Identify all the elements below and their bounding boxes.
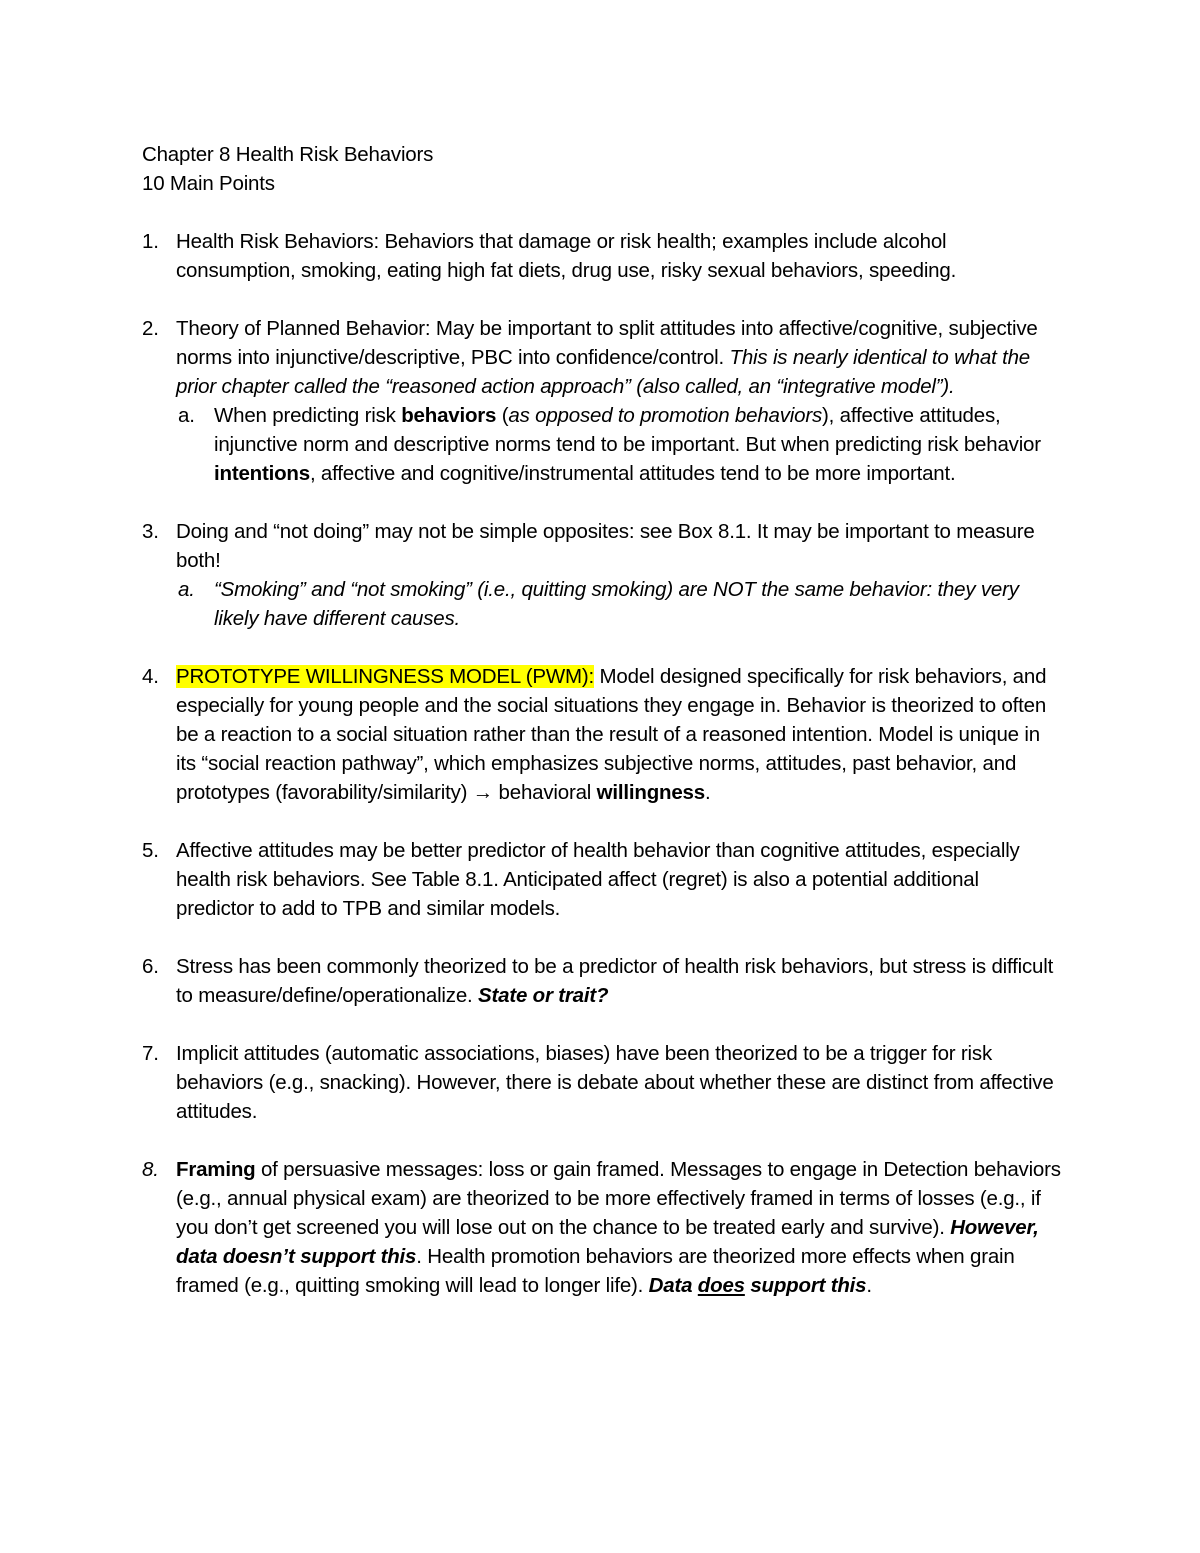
item-text: Implicit attitudes (automatic associations, biases) have been theorized to be a trigger for risk behaviors (e.g., snacking). However, there is debate about whether these are distinct from affective attitudes. <box>176 1042 1054 1123</box>
item-text: Model designed specifically for risk behaviors, and especially for young people and the social situations they engage in. Behavior is theorized to often be a reaction to a social situation rather than the result of a reasoned intention. Model is unique in its “social reaction pathway”, which emphasizes subjective norms, attitudes, past behavior, and prototypes (favorability/similarity) → behavioral <box>176 665 1047 804</box>
item-number: 2. <box>142 317 159 340</box>
sub-item-letter: a. <box>178 404 195 427</box>
sub-text: ), affective attitudes, injunctive norm and descriptive norms tend to be important. But when predicting risk behavior <box>214 404 1041 456</box>
item-text: Stress has been commonly theorized to be a predictor of health risk behaviors, but stress is difficult to measure/define/operationalize. <box>176 955 1054 1007</box>
highlighted-term: PROTOTYPE WILLINGNESS MODEL (PWM): <box>176 665 595 688</box>
sub-text: , affective and cognitive/instrumental attitudes tend to be more important. <box>309 462 956 485</box>
item-number: 4. <box>142 665 159 688</box>
item-text: Doing and “not doing” may not be simple opposites: see Box 8.1. It may be important to measure both! <box>176 520 1035 572</box>
bold-term: Framing <box>176 1158 256 1181</box>
item-number: 5. <box>142 839 159 862</box>
item-text: of persuasive messages: loss or gain framed. Messages to engage in Detection behaviors (e.g., annual physical exam) are theorized to be more effectively framed in terms of losses (e.g., if you don’t get screened you will lose out on the chance to be treated early and survive). <box>176 1158 1061 1239</box>
item-number: 1. <box>142 230 159 253</box>
page-title: Chapter 8 Health Risk Behaviors <box>142 143 434 166</box>
list-item-7 <box>142 1039 1062 1126</box>
sub-text: When predicting risk <box>214 404 402 427</box>
document-body <box>142 140 1062 1300</box>
item-number: 3. <box>142 520 159 543</box>
italic-term: as opposed to promotion behaviors <box>508 404 823 427</box>
bold-term: intentions <box>214 462 310 485</box>
bold-italic-note: support this <box>744 1274 867 1297</box>
sub-text: “Smoking” and “not smoking” (i.e., quitting smoking) are NOT the same behavior: they very likely have different causes. <box>214 578 1019 630</box>
list-item-5 <box>142 836 1062 923</box>
sub-item-2a <box>142 401 1062 488</box>
item-number: 6. <box>142 955 159 978</box>
item-number: 7. <box>142 1042 159 1065</box>
bold-italic-question: State or trait? <box>478 984 609 1007</box>
item-text: . <box>866 1274 872 1297</box>
item-text: Theory of Planned Behavior: May be important to split attitudes into affective/cognitive, subjective norms into injunctive/descriptive, PBC into confidence/control. <box>176 317 1038 369</box>
item-text: . <box>704 781 711 804</box>
bold-italic-note: Data <box>648 1274 698 1297</box>
list-item-8 <box>142 1155 1062 1300</box>
item-text: Affective attitudes may be better predictor of health behavior than cognitive attitudes, especially health risk behaviors. See Table 8.1. Anticipated affect (regret) is also a potential additional predictor to add to TPB and similar models. <box>176 839 1020 920</box>
bold-term: behaviors <box>401 404 497 427</box>
item-number: 8. <box>142 1158 159 1181</box>
sub-item-3a <box>142 575 1062 633</box>
sub-text: ( <box>496 404 509 427</box>
list-item-1 <box>142 227 1062 285</box>
item-italic-note: This is nearly identical to what the prior chapter called the “reasoned action approach” (also called, an “integrative model”). <box>176 346 1030 398</box>
item-text: Health Risk Behaviors: Behaviors that damage or risk health; examples include alcohol consumption, smoking, eating high fat diets, drug use, risky sexual behaviors, speeding. <box>176 230 957 282</box>
list-item-3 <box>142 517 1062 575</box>
bold-italic-note: However, data doesn’t support this <box>176 1216 1039 1268</box>
underlined-term: does <box>697 1274 745 1297</box>
sub-item-letter: a. <box>178 578 195 601</box>
page-subtitle: 10 Main Points <box>142 172 275 195</box>
list-item-6 <box>142 952 1062 1010</box>
bold-term: willingness <box>596 781 705 804</box>
item-text: . Health promotion behaviors are theorized more effects when grain framed (e.g., quitting smoking will lead to longer life). <box>176 1245 1015 1297</box>
list-item-4 <box>142 662 1062 807</box>
list-item-2 <box>142 314 1062 401</box>
